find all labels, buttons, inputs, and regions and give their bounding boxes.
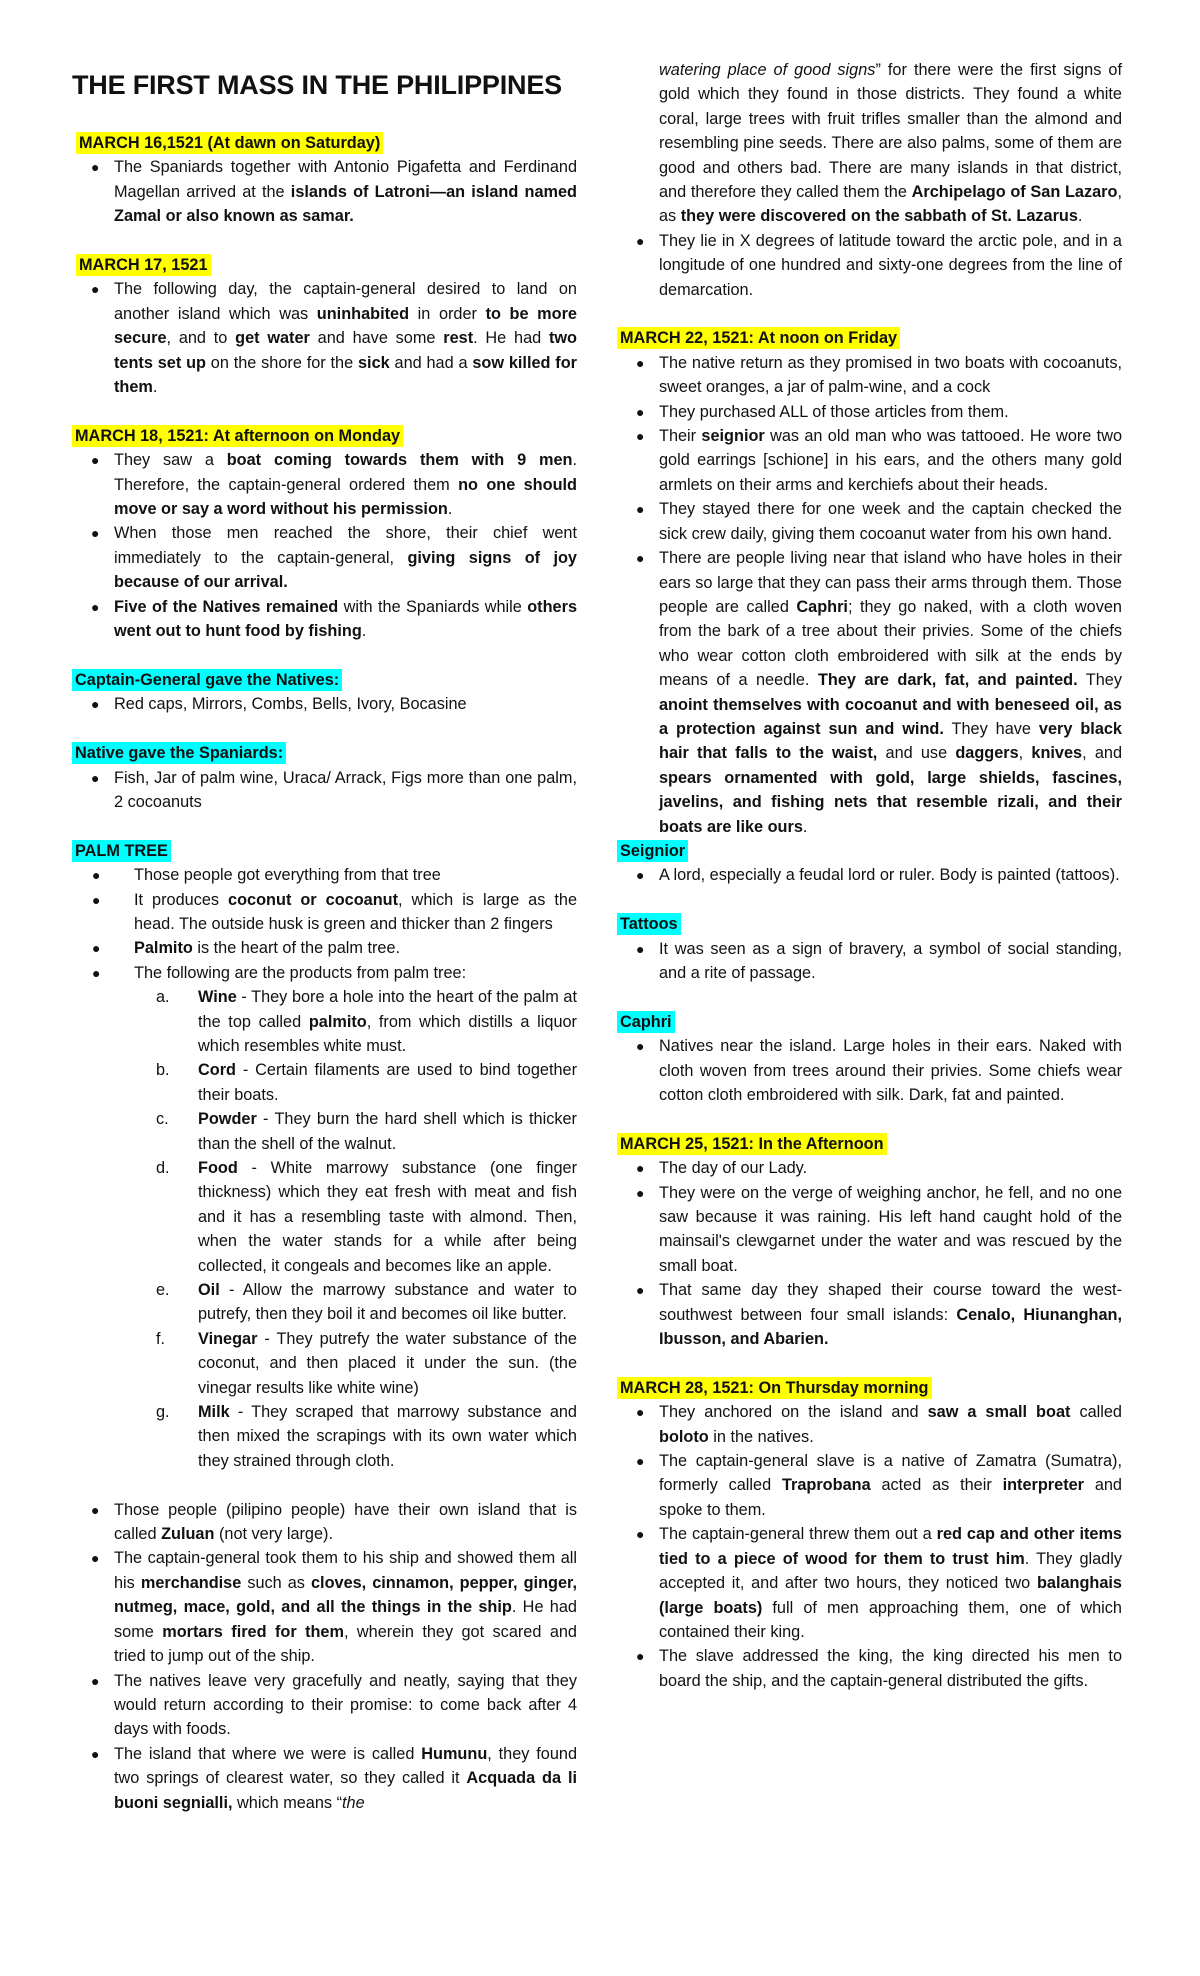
list-item: ● They saw a boat coming towards them with 9 men. Therefore, the captain-general ordered them no one should move or say a word without his permission. <box>72 448 577 521</box>
section-heading: MARCH 18, 1521: At afternoon on Monday <box>72 424 577 448</box>
section-heading: MARCH 16,1521 (At dawn on Saturday) <box>76 131 577 155</box>
list-item: ● The slave addressed the king, the king directed his men to board the ship, and the captain-general distributed the gifts. <box>617 1644 1122 1693</box>
list-item: ● The captain-general took them to his ship and showed them all his merchandise such as cloves, cinnamon, pepper, ginger, nutmeg, mace, gold, and all the things in the ship. He had some mortars fired for them, wherein they got scared and tried to jump out of the ship. <box>72 1546 577 1668</box>
list-item-continued: watering place of good signs” for there were the first signs of gold which they found in those districts. They found a white coral, large trees with fruit trifles smaller than the almond and resembling pine seeds. There are also palms, some of them are good and others bad. There are many islands in that district, and therefore they called them the Archipelago of San Lazaro, as they were discovered on the sabbath of St. Lazarus. <box>659 61 1122 226</box>
section-heading: Native gave the Spaniards: <box>72 741 577 765</box>
list-item: ● Their seignior was an old man who was tattooed. He wore two gold earrings [schione] in his ears, and the others many gold armlets on their arms and kerchiefs about their heads. <box>617 424 1122 497</box>
section-heading: Captain-General gave the Natives: <box>72 668 577 692</box>
page-title: THE FIRST MASS IN THE PHILIPPINES <box>72 70 562 100</box>
list-item: ● Palmito is the heart of the palm tree. <box>72 936 577 960</box>
list-item: ● They anchored on the island and saw a small boat called boloto in the natives. <box>617 1400 1122 1449</box>
product-item: b. Cord - Certain filaments are used to bind together their boats. <box>156 1061 578 1104</box>
product-item: e. Oil - Allow the marrowy substance and water to putrefy, then they boil it and becomes oil like butter. <box>156 1281 577 1324</box>
list-item: ● Those people (pilipino people) have their own island that is called Zuluan (not very large). <box>72 1498 577 1547</box>
list-item: ● It produces coconut or cocoanut, which is large as the head. The outside husk is green and thicker than 2 fingers <box>72 888 577 937</box>
list-item: ● A lord, especially a feudal lord or ruler. Body is painted (tattoos). <box>617 863 1122 887</box>
product-item: a. Wine - They bore a hole into the heart of the palm at the top called palmito, from which distills a liquor which resembles white must. <box>156 988 577 1055</box>
product-item: f. Vinegar - They putrefy the water substance of the coconut, and then placed it under the sun. (the vinegar results like white wine) <box>156 1329 577 1397</box>
list-item: ● There are people living near that island who have holes in their ears so large that they can pass their arms through them. Those people are called Caphri; they go naked, with a cloth woven from the bark of a tree about their privies. Some of the chiefs who wear cotton cloth embroidered with silk at the ends by means of a needle. They are dark, fat, and painted. They anoint themselves with cocoanut and with beneseed oil, as a protection against sun and wind. They have very black hair that falls to the waist, and use daggers, knives, and spears ornamented with gold, large shields, fascines, javelins, and fishing nets that resemble rizali, and their boats are like ours. <box>617 546 1122 839</box>
list-item: ● The following day, the captain-general desired to land on another island which was uninhabited in order to be more secure, and to get water and have some rest. He had two tents set up on the shore for the sick and had a sow killed for them. <box>72 277 577 399</box>
right-content <box>617 58 1122 1693</box>
section-heading: MARCH 17, 1521 <box>76 253 577 277</box>
list-item: ● The captain-general slave is a native of Zamatra (Sumatra), formerly called Traprobana acted as their interpreter and spoke to them. <box>617 1449 1122 1522</box>
section-heading: Tattoos <box>617 912 1122 936</box>
section-heading: PALM TREE <box>72 839 577 863</box>
list-item: ● Red caps, Mirrors, Combs, Bells, Ivory, Bocasine <box>72 692 577 716</box>
list-item: ● It was seen as a sign of bravery, a symbol of social standing, and a rite of passage. <box>617 937 1122 986</box>
list-item: ● The following are the products from palm tree: <box>72 961 577 985</box>
list-item: ● The native return as they promised in two boats with cocoanuts, sweet oranges, a jar of palm-wine, and a cock <box>617 351 1122 400</box>
list-item: ● The Spaniards together with Antonio Pigafetta and Ferdinand Magellan arrived at the islands of Latroni—an island named Zamal or also known as samar. <box>72 155 577 228</box>
list-item: ● Five of the Natives remained with the Spaniards while others went out to hunt food by fishing. <box>72 595 577 644</box>
list-item: ● The day of our Lady. <box>617 1156 1122 1180</box>
section-heading: MARCH 28, 1521: On Thursday morning <box>617 1376 1122 1400</box>
list-item: ● When those men reached the shore, their chief went immediately to the captain-general, giving signs of joy because of our arrival. <box>72 521 577 594</box>
list-item: ● Natives near the island. Large holes in their ears. Naked with cloth woven from trees around their privies. Some chiefs wear cotton cloth embroidered with silk. Dark, fat and painted. <box>617 1034 1122 1107</box>
section-heading: Caphri <box>617 1010 1122 1034</box>
section-heading: MARCH 22, 1521: At noon on Friday <box>617 326 1122 350</box>
list-item: ● The natives leave very gracefully and neatly, saying that they would return according to their promise: to come back after 4 days with foods. <box>72 1669 577 1742</box>
product-item: g. Milk - They scraped that marrowy substance and then mixed the scrapings with its own water which they strained through cloth. <box>156 1403 577 1470</box>
product-item: c. Powder - They burn the hard shell which is thicker than the shell of the walnut. <box>156 1110 577 1153</box>
list-item: ● They stayed there for one week and the captain checked the sick crew daily, giving them cocoanut water from his own hand. <box>617 497 1122 546</box>
list-item: ● The island that where we were is called Humunu, they found two springs of clearest water, so they called it Acquada da li buoni segnialli, which means “the <box>72 1742 577 1815</box>
list-item: ● They lie in X degrees of latitude toward the arctic pole, and in a longitude of one hundred and sixty-one degrees from the line of demarcation. <box>617 229 1122 302</box>
list-item: ● Those people got everything from that tree <box>72 863 577 887</box>
list-item: ● Fish, Jar of palm wine, Uraca/ Arrack, Figs more than one palm, 2 cocoanuts <box>72 766 577 815</box>
product-item: d. Food - White marrowy substance (one finger thickness) which they eat fresh with meat and fish and it has a resembling taste with almond. Then, when the water stands for a while after being collected, it congeals and becomes like an apple. <box>156 1158 577 1275</box>
left-content <box>72 131 577 1815</box>
list-item: ● They purchased ALL of those articles from them. <box>617 400 1122 424</box>
list-item: ● They were on the verge of weighing anchor, he fell, and no one saw because it was raining. His left hand caught hold of the mainsail's clewgarnet under the water and was rescued by the small boat. <box>617 1181 1122 1279</box>
section-heading: MARCH 25, 1521: In the Afternoon <box>617 1132 1122 1156</box>
list-item: ● The captain-general threw them out a red cap and other items tied to a piece of wood for them to trust him. They gladly accepted it, and after two hours, they noticed two balanghais (large boats) full of men approaching them, one of which contained their king. <box>617 1522 1122 1644</box>
list-item: ● That same day they shaped their course toward the west-southwest between four small islands: Cenalo, Hiunanghan, Ibusson, and Abarien. <box>617 1278 1122 1351</box>
section-heading: Seignior <box>617 839 1122 863</box>
